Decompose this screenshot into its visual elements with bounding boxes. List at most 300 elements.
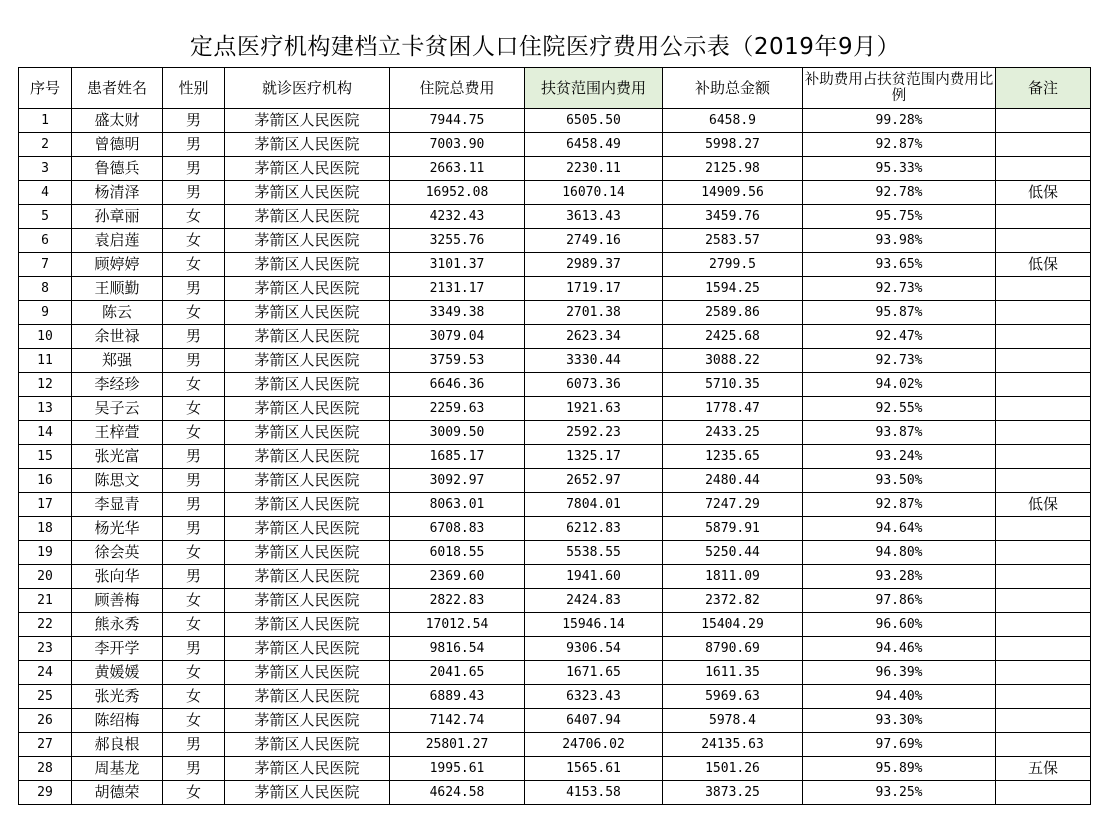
header-remarks: 备注 bbox=[996, 68, 1091, 109]
cell-gender: 男 bbox=[163, 109, 225, 133]
table-row bbox=[19, 733, 1091, 757]
cell-remarks: 五保 bbox=[996, 757, 1091, 781]
cell-serial: 20 bbox=[19, 565, 72, 589]
cell-gender: 男 bbox=[163, 157, 225, 181]
cell-gender: 男 bbox=[163, 565, 225, 589]
cell-subsidy-ratio: 99.28% bbox=[803, 109, 996, 133]
cell-patient-name: 熊永秀 bbox=[72, 613, 163, 637]
cell-hospital: 茅箭区人民医院 bbox=[225, 157, 390, 181]
cell-hospital: 茅箭区人民医院 bbox=[225, 229, 390, 253]
cell-gender: 男 bbox=[163, 445, 225, 469]
cell-hospital: 茅箭区人民医院 bbox=[225, 565, 390, 589]
cell-hospital: 茅箭区人民医院 bbox=[225, 109, 390, 133]
table-row bbox=[19, 493, 1091, 517]
cell-serial: 28 bbox=[19, 757, 72, 781]
cell-poverty-scope-cost: 2749.16 bbox=[525, 229, 663, 253]
cell-subsidy-ratio: 92.73% bbox=[803, 349, 996, 373]
cell-subsidy-ratio: 95.33% bbox=[803, 157, 996, 181]
cell-remarks bbox=[996, 565, 1091, 589]
cell-poverty-scope-cost: 2230.11 bbox=[525, 157, 663, 181]
cell-subsidy-total: 5250.44 bbox=[663, 541, 803, 565]
table-row bbox=[19, 469, 1091, 493]
cell-hospital: 茅箭区人民医院 bbox=[225, 541, 390, 565]
cell-gender: 男 bbox=[163, 517, 225, 541]
cell-gender: 男 bbox=[163, 757, 225, 781]
cell-hospital: 茅箭区人民医院 bbox=[225, 757, 390, 781]
cell-gender: 女 bbox=[163, 709, 225, 733]
cell-gender: 女 bbox=[163, 205, 225, 229]
cell-hospital: 茅箭区人民医院 bbox=[225, 781, 390, 805]
cell-total-cost: 3759.53 bbox=[390, 349, 525, 373]
cell-serial: 27 bbox=[19, 733, 72, 757]
cell-subsidy-ratio: 93.50% bbox=[803, 469, 996, 493]
cell-remarks bbox=[996, 421, 1091, 445]
cell-patient-name: 余世禄 bbox=[72, 325, 163, 349]
cell-serial: 13 bbox=[19, 397, 72, 421]
cell-total-cost: 7003.90 bbox=[390, 133, 525, 157]
cell-subsidy-ratio: 92.78% bbox=[803, 181, 996, 205]
cell-subsidy-ratio: 93.87% bbox=[803, 421, 996, 445]
cell-subsidy-total: 3088.22 bbox=[663, 349, 803, 373]
cell-poverty-scope-cost: 6505.50 bbox=[525, 109, 663, 133]
cell-total-cost: 2041.65 bbox=[390, 661, 525, 685]
table-row bbox=[19, 373, 1091, 397]
cell-hospital: 茅箭区人民医院 bbox=[225, 613, 390, 637]
cell-poverty-scope-cost: 7804.01 bbox=[525, 493, 663, 517]
table-row bbox=[19, 181, 1091, 205]
cell-serial: 10 bbox=[19, 325, 72, 349]
header-total-cost: 住院总费用 bbox=[390, 68, 525, 109]
cell-subsidy-ratio: 92.87% bbox=[803, 133, 996, 157]
cell-gender: 女 bbox=[163, 253, 225, 277]
cell-patient-name: 郝良根 bbox=[72, 733, 163, 757]
cell-serial: 17 bbox=[19, 493, 72, 517]
cell-gender: 女 bbox=[163, 541, 225, 565]
cell-subsidy-ratio: 92.47% bbox=[803, 325, 996, 349]
table-row bbox=[19, 637, 1091, 661]
cell-subsidy-ratio: 92.87% bbox=[803, 493, 996, 517]
cell-hospital: 茅箭区人民医院 bbox=[225, 253, 390, 277]
cell-gender: 女 bbox=[163, 373, 225, 397]
cell-total-cost: 3079.04 bbox=[390, 325, 525, 349]
cell-subsidy-ratio: 93.24% bbox=[803, 445, 996, 469]
cell-total-cost: 2131.17 bbox=[390, 277, 525, 301]
table-row bbox=[19, 109, 1091, 133]
cell-patient-name: 徐会英 bbox=[72, 541, 163, 565]
cell-subsidy-total: 1778.47 bbox=[663, 397, 803, 421]
cell-hospital: 茅箭区人民医院 bbox=[225, 517, 390, 541]
cell-subsidy-total: 3873.25 bbox=[663, 781, 803, 805]
cell-gender: 男 bbox=[163, 133, 225, 157]
cell-poverty-scope-cost: 6073.36 bbox=[525, 373, 663, 397]
cell-total-cost: 2822.83 bbox=[390, 589, 525, 613]
cell-subsidy-ratio: 92.55% bbox=[803, 397, 996, 421]
cell-patient-name: 袁启莲 bbox=[72, 229, 163, 253]
cell-subsidy-total: 8790.69 bbox=[663, 637, 803, 661]
header-hospital: 就诊医疗机构 bbox=[225, 68, 390, 109]
cell-poverty-scope-cost: 1719.17 bbox=[525, 277, 663, 301]
cell-remarks bbox=[996, 733, 1091, 757]
cell-remarks bbox=[996, 205, 1091, 229]
cell-gender: 男 bbox=[163, 493, 225, 517]
cell-gender: 男 bbox=[163, 325, 225, 349]
cell-total-cost: 1995.61 bbox=[390, 757, 525, 781]
cell-remarks bbox=[996, 661, 1091, 685]
cell-remarks: 低保 bbox=[996, 493, 1091, 517]
cell-subsidy-total: 2583.57 bbox=[663, 229, 803, 253]
cell-patient-name: 吴子云 bbox=[72, 397, 163, 421]
cell-poverty-scope-cost: 2424.83 bbox=[525, 589, 663, 613]
cell-hospital: 茅箭区人民医院 bbox=[225, 421, 390, 445]
cell-poverty-scope-cost: 1941.60 bbox=[525, 565, 663, 589]
cell-total-cost: 2369.60 bbox=[390, 565, 525, 589]
cell-remarks bbox=[996, 325, 1091, 349]
cell-subsidy-total: 5998.27 bbox=[663, 133, 803, 157]
table-row bbox=[19, 613, 1091, 637]
cell-poverty-scope-cost: 2652.97 bbox=[525, 469, 663, 493]
cell-serial: 15 bbox=[19, 445, 72, 469]
cell-subsidy-total: 6458.9 bbox=[663, 109, 803, 133]
cell-subsidy-total: 3459.76 bbox=[663, 205, 803, 229]
cell-total-cost: 6646.36 bbox=[390, 373, 525, 397]
cell-patient-name: 张光秀 bbox=[72, 685, 163, 709]
cell-subsidy-ratio: 96.39% bbox=[803, 661, 996, 685]
table-row bbox=[19, 709, 1091, 733]
cell-patient-name: 顾善梅 bbox=[72, 589, 163, 613]
cell-remarks bbox=[996, 685, 1091, 709]
header-serial: 序号 bbox=[19, 68, 72, 109]
cell-hospital: 茅箭区人民医院 bbox=[225, 301, 390, 325]
cell-total-cost: 7142.74 bbox=[390, 709, 525, 733]
cell-subsidy-total: 14909.56 bbox=[663, 181, 803, 205]
table-row bbox=[19, 661, 1091, 685]
cell-subsidy-ratio: 94.64% bbox=[803, 517, 996, 541]
table-row bbox=[19, 685, 1091, 709]
table-row bbox=[19, 757, 1091, 781]
cell-gender: 男 bbox=[163, 277, 225, 301]
cell-subsidy-total: 2425.68 bbox=[663, 325, 803, 349]
cell-serial: 24 bbox=[19, 661, 72, 685]
cell-remarks bbox=[996, 637, 1091, 661]
cell-poverty-scope-cost: 6323.43 bbox=[525, 685, 663, 709]
cell-hospital: 茅箭区人民医院 bbox=[225, 277, 390, 301]
table-row bbox=[19, 349, 1091, 373]
table-row bbox=[19, 253, 1091, 277]
cell-total-cost: 16952.08 bbox=[390, 181, 525, 205]
cell-serial: 21 bbox=[19, 589, 72, 613]
table-row bbox=[19, 229, 1091, 253]
cell-gender: 女 bbox=[163, 397, 225, 421]
cell-hospital: 茅箭区人民医院 bbox=[225, 493, 390, 517]
cell-poverty-scope-cost: 2592.23 bbox=[525, 421, 663, 445]
cell-subsidy-total: 5969.63 bbox=[663, 685, 803, 709]
cell-total-cost: 6889.43 bbox=[390, 685, 525, 709]
cell-remarks bbox=[996, 397, 1091, 421]
cell-patient-name: 王梓萱 bbox=[72, 421, 163, 445]
cell-remarks bbox=[996, 229, 1091, 253]
cell-poverty-scope-cost: 6407.94 bbox=[525, 709, 663, 733]
cell-hospital: 茅箭区人民医院 bbox=[225, 469, 390, 493]
cell-poverty-scope-cost: 3613.43 bbox=[525, 205, 663, 229]
cell-poverty-scope-cost: 6212.83 bbox=[525, 517, 663, 541]
cell-subsidy-total: 1594.25 bbox=[663, 277, 803, 301]
cell-poverty-scope-cost: 5538.55 bbox=[525, 541, 663, 565]
header-subsidy-total: 补助总金额 bbox=[663, 68, 803, 109]
cell-subsidy-total: 5710.35 bbox=[663, 373, 803, 397]
cell-serial: 25 bbox=[19, 685, 72, 709]
cell-poverty-scope-cost: 15946.14 bbox=[525, 613, 663, 637]
cell-subsidy-ratio: 93.98% bbox=[803, 229, 996, 253]
cell-patient-name: 盛太财 bbox=[72, 109, 163, 133]
cell-gender: 男 bbox=[163, 637, 225, 661]
cell-subsidy-total: 7247.29 bbox=[663, 493, 803, 517]
cell-hospital: 茅箭区人民医院 bbox=[225, 709, 390, 733]
header-patient-name: 患者姓名 bbox=[72, 68, 163, 109]
cell-subsidy-total: 15404.29 bbox=[663, 613, 803, 637]
cell-subsidy-total: 24135.63 bbox=[663, 733, 803, 757]
cell-patient-name: 王顺勤 bbox=[72, 277, 163, 301]
cell-poverty-scope-cost: 3330.44 bbox=[525, 349, 663, 373]
cell-serial: 14 bbox=[19, 421, 72, 445]
cell-remarks bbox=[996, 781, 1091, 805]
cell-patient-name: 顾婷婷 bbox=[72, 253, 163, 277]
cell-remarks bbox=[996, 613, 1091, 637]
cell-serial: 22 bbox=[19, 613, 72, 637]
cell-gender: 女 bbox=[163, 685, 225, 709]
cell-subsidy-ratio: 92.73% bbox=[803, 277, 996, 301]
table-body bbox=[19, 109, 1091, 805]
cell-gender: 女 bbox=[163, 781, 225, 805]
cell-subsidy-total: 1235.65 bbox=[663, 445, 803, 469]
cell-subsidy-total: 2799.5 bbox=[663, 253, 803, 277]
cell-patient-name: 曾德明 bbox=[72, 133, 163, 157]
cell-hospital: 茅箭区人民医院 bbox=[225, 733, 390, 757]
cell-subsidy-ratio: 94.46% bbox=[803, 637, 996, 661]
cell-serial: 18 bbox=[19, 517, 72, 541]
table-row bbox=[19, 301, 1091, 325]
cell-remarks bbox=[996, 541, 1091, 565]
cell-hospital: 茅箭区人民医院 bbox=[225, 325, 390, 349]
table-row bbox=[19, 517, 1091, 541]
cell-subsidy-total: 2433.25 bbox=[663, 421, 803, 445]
cell-poverty-scope-cost: 6458.49 bbox=[525, 133, 663, 157]
cell-hospital: 茅箭区人民医院 bbox=[225, 205, 390, 229]
cell-serial: 9 bbox=[19, 301, 72, 325]
cell-patient-name: 李开学 bbox=[72, 637, 163, 661]
cell-poverty-scope-cost: 2623.34 bbox=[525, 325, 663, 349]
cell-patient-name: 鲁德兵 bbox=[72, 157, 163, 181]
cell-subsidy-ratio: 94.02% bbox=[803, 373, 996, 397]
cell-total-cost: 6708.83 bbox=[390, 517, 525, 541]
cell-serial: 23 bbox=[19, 637, 72, 661]
cell-total-cost: 3255.76 bbox=[390, 229, 525, 253]
cell-serial: 26 bbox=[19, 709, 72, 733]
cell-serial: 29 bbox=[19, 781, 72, 805]
table-row bbox=[19, 541, 1091, 565]
cell-gender: 女 bbox=[163, 421, 225, 445]
cell-total-cost: 3349.38 bbox=[390, 301, 525, 325]
cell-gender: 女 bbox=[163, 229, 225, 253]
cell-hospital: 茅箭区人民医院 bbox=[225, 637, 390, 661]
cell-gender: 女 bbox=[163, 661, 225, 685]
cell-poverty-scope-cost: 9306.54 bbox=[525, 637, 663, 661]
cell-remarks bbox=[996, 709, 1091, 733]
cell-gender: 男 bbox=[163, 469, 225, 493]
cell-remarks bbox=[996, 277, 1091, 301]
table-row bbox=[19, 397, 1091, 421]
cell-total-cost: 4232.43 bbox=[390, 205, 525, 229]
cell-hospital: 茅箭区人民医院 bbox=[225, 661, 390, 685]
cell-serial: 7 bbox=[19, 253, 72, 277]
cell-hospital: 茅箭区人民医院 bbox=[225, 373, 390, 397]
cell-gender: 女 bbox=[163, 589, 225, 613]
cell-serial: 4 bbox=[19, 181, 72, 205]
cell-remarks bbox=[996, 109, 1091, 133]
cell-subsidy-ratio: 95.87% bbox=[803, 301, 996, 325]
cell-patient-name: 胡德荣 bbox=[72, 781, 163, 805]
cell-subsidy-total: 5978.4 bbox=[663, 709, 803, 733]
cell-total-cost: 9816.54 bbox=[390, 637, 525, 661]
cell-patient-name: 杨光华 bbox=[72, 517, 163, 541]
cell-patient-name: 陈云 bbox=[72, 301, 163, 325]
cell-subsidy-ratio: 95.89% bbox=[803, 757, 996, 781]
table-row bbox=[19, 445, 1091, 469]
cell-patient-name: 陈思文 bbox=[72, 469, 163, 493]
cell-total-cost: 7944.75 bbox=[390, 109, 525, 133]
cost-table bbox=[18, 67, 1091, 805]
cell-poverty-scope-cost: 1565.61 bbox=[525, 757, 663, 781]
table-row bbox=[19, 565, 1091, 589]
cell-poverty-scope-cost: 2701.38 bbox=[525, 301, 663, 325]
cell-poverty-scope-cost: 24706.02 bbox=[525, 733, 663, 757]
header-poverty-scope-cost: 扶贫范围内费用 bbox=[525, 68, 663, 109]
cell-subsidy-total: 1811.09 bbox=[663, 565, 803, 589]
cell-total-cost: 2259.63 bbox=[390, 397, 525, 421]
cell-patient-name: 李经珍 bbox=[72, 373, 163, 397]
cell-subsidy-ratio: 93.28% bbox=[803, 565, 996, 589]
cell-remarks bbox=[996, 517, 1091, 541]
cell-hospital: 茅箭区人民医院 bbox=[225, 589, 390, 613]
cell-poverty-scope-cost: 1325.17 bbox=[525, 445, 663, 469]
cell-remarks: 低保 bbox=[996, 253, 1091, 277]
cell-gender: 女 bbox=[163, 613, 225, 637]
cell-patient-name: 孙章丽 bbox=[72, 205, 163, 229]
cell-subsidy-ratio: 93.65% bbox=[803, 253, 996, 277]
cell-patient-name: 郑强 bbox=[72, 349, 163, 373]
cell-serial: 1 bbox=[19, 109, 72, 133]
cell-subsidy-total: 2480.44 bbox=[663, 469, 803, 493]
cell-poverty-scope-cost: 1671.65 bbox=[525, 661, 663, 685]
cell-poverty-scope-cost: 4153.58 bbox=[525, 781, 663, 805]
cell-remarks bbox=[996, 469, 1091, 493]
cell-gender: 女 bbox=[163, 301, 225, 325]
cell-patient-name: 张向华 bbox=[72, 565, 163, 589]
cell-total-cost: 3101.37 bbox=[390, 253, 525, 277]
cell-patient-name: 杨清泽 bbox=[72, 181, 163, 205]
cell-remarks bbox=[996, 157, 1091, 181]
cell-total-cost: 2663.11 bbox=[390, 157, 525, 181]
cell-serial: 3 bbox=[19, 157, 72, 181]
table-row bbox=[19, 205, 1091, 229]
cell-gender: 男 bbox=[163, 181, 225, 205]
cell-hospital: 茅箭区人民医院 bbox=[225, 685, 390, 709]
cell-subsidy-ratio: 94.80% bbox=[803, 541, 996, 565]
cell-serial: 16 bbox=[19, 469, 72, 493]
header-row bbox=[19, 68, 1091, 109]
cell-subsidy-total: 2589.86 bbox=[663, 301, 803, 325]
cell-patient-name: 周基龙 bbox=[72, 757, 163, 781]
cell-hospital: 茅箭区人民医院 bbox=[225, 445, 390, 469]
table-row bbox=[19, 325, 1091, 349]
page-title: 定点医疗机构建档立卡贫困人口住院医疗费用公示表（2019年9月） bbox=[189, 34, 901, 60]
cell-remarks bbox=[996, 133, 1091, 157]
cell-subsidy-ratio: 95.75% bbox=[803, 205, 996, 229]
cell-subsidy-total: 1501.26 bbox=[663, 757, 803, 781]
cell-total-cost: 3092.97 bbox=[390, 469, 525, 493]
cell-patient-name: 陈绍梅 bbox=[72, 709, 163, 733]
cell-remarks bbox=[996, 301, 1091, 325]
cell-total-cost: 1685.17 bbox=[390, 445, 525, 469]
cell-subsidy-total: 2372.82 bbox=[663, 589, 803, 613]
table-row bbox=[19, 589, 1091, 613]
cell-total-cost: 17012.54 bbox=[390, 613, 525, 637]
cell-total-cost: 6018.55 bbox=[390, 541, 525, 565]
cell-subsidy-total: 5879.91 bbox=[663, 517, 803, 541]
cell-remarks bbox=[996, 349, 1091, 373]
cell-subsidy-ratio: 97.86% bbox=[803, 589, 996, 613]
cell-subsidy-total: 2125.98 bbox=[663, 157, 803, 181]
cell-patient-name: 李显青 bbox=[72, 493, 163, 517]
cell-serial: 12 bbox=[19, 373, 72, 397]
cell-hospital: 茅箭区人民医院 bbox=[225, 133, 390, 157]
table-row bbox=[19, 157, 1091, 181]
table-row bbox=[19, 277, 1091, 301]
cell-total-cost: 25801.27 bbox=[390, 733, 525, 757]
cell-subsidy-total: 1611.35 bbox=[663, 661, 803, 685]
cell-patient-name: 张光富 bbox=[72, 445, 163, 469]
cell-serial: 11 bbox=[19, 349, 72, 373]
cell-remarks: 低保 bbox=[996, 181, 1091, 205]
cell-total-cost: 3009.50 bbox=[390, 421, 525, 445]
cell-patient-name: 黄媛媛 bbox=[72, 661, 163, 685]
cell-serial: 2 bbox=[19, 133, 72, 157]
cell-hospital: 茅箭区人民医院 bbox=[225, 181, 390, 205]
table-row bbox=[19, 421, 1091, 445]
cell-remarks bbox=[996, 589, 1091, 613]
cell-hospital: 茅箭区人民医院 bbox=[225, 397, 390, 421]
cell-hospital: 茅箭区人民医院 bbox=[225, 349, 390, 373]
cell-subsidy-ratio: 94.40% bbox=[803, 685, 996, 709]
cell-poverty-scope-cost: 16070.14 bbox=[525, 181, 663, 205]
cell-subsidy-ratio: 97.69% bbox=[803, 733, 996, 757]
cell-serial: 5 bbox=[19, 205, 72, 229]
header-subsidy-ratio: 补助费用占扶贫范围内费用比例 bbox=[803, 68, 996, 109]
cell-total-cost: 8063.01 bbox=[390, 493, 525, 517]
cell-remarks bbox=[996, 373, 1091, 397]
cell-subsidy-ratio: 93.25% bbox=[803, 781, 996, 805]
cell-gender: 男 bbox=[163, 349, 225, 373]
cell-subsidy-ratio: 96.60% bbox=[803, 613, 996, 637]
cell-serial: 6 bbox=[19, 229, 72, 253]
cell-subsidy-ratio: 93.30% bbox=[803, 709, 996, 733]
cell-serial: 8 bbox=[19, 277, 72, 301]
cell-serial: 19 bbox=[19, 541, 72, 565]
cell-poverty-scope-cost: 1921.63 bbox=[525, 397, 663, 421]
table-row bbox=[19, 133, 1091, 157]
header-gender: 性别 bbox=[163, 68, 225, 109]
cell-total-cost: 4624.58 bbox=[390, 781, 525, 805]
cell-poverty-scope-cost: 2989.37 bbox=[525, 253, 663, 277]
